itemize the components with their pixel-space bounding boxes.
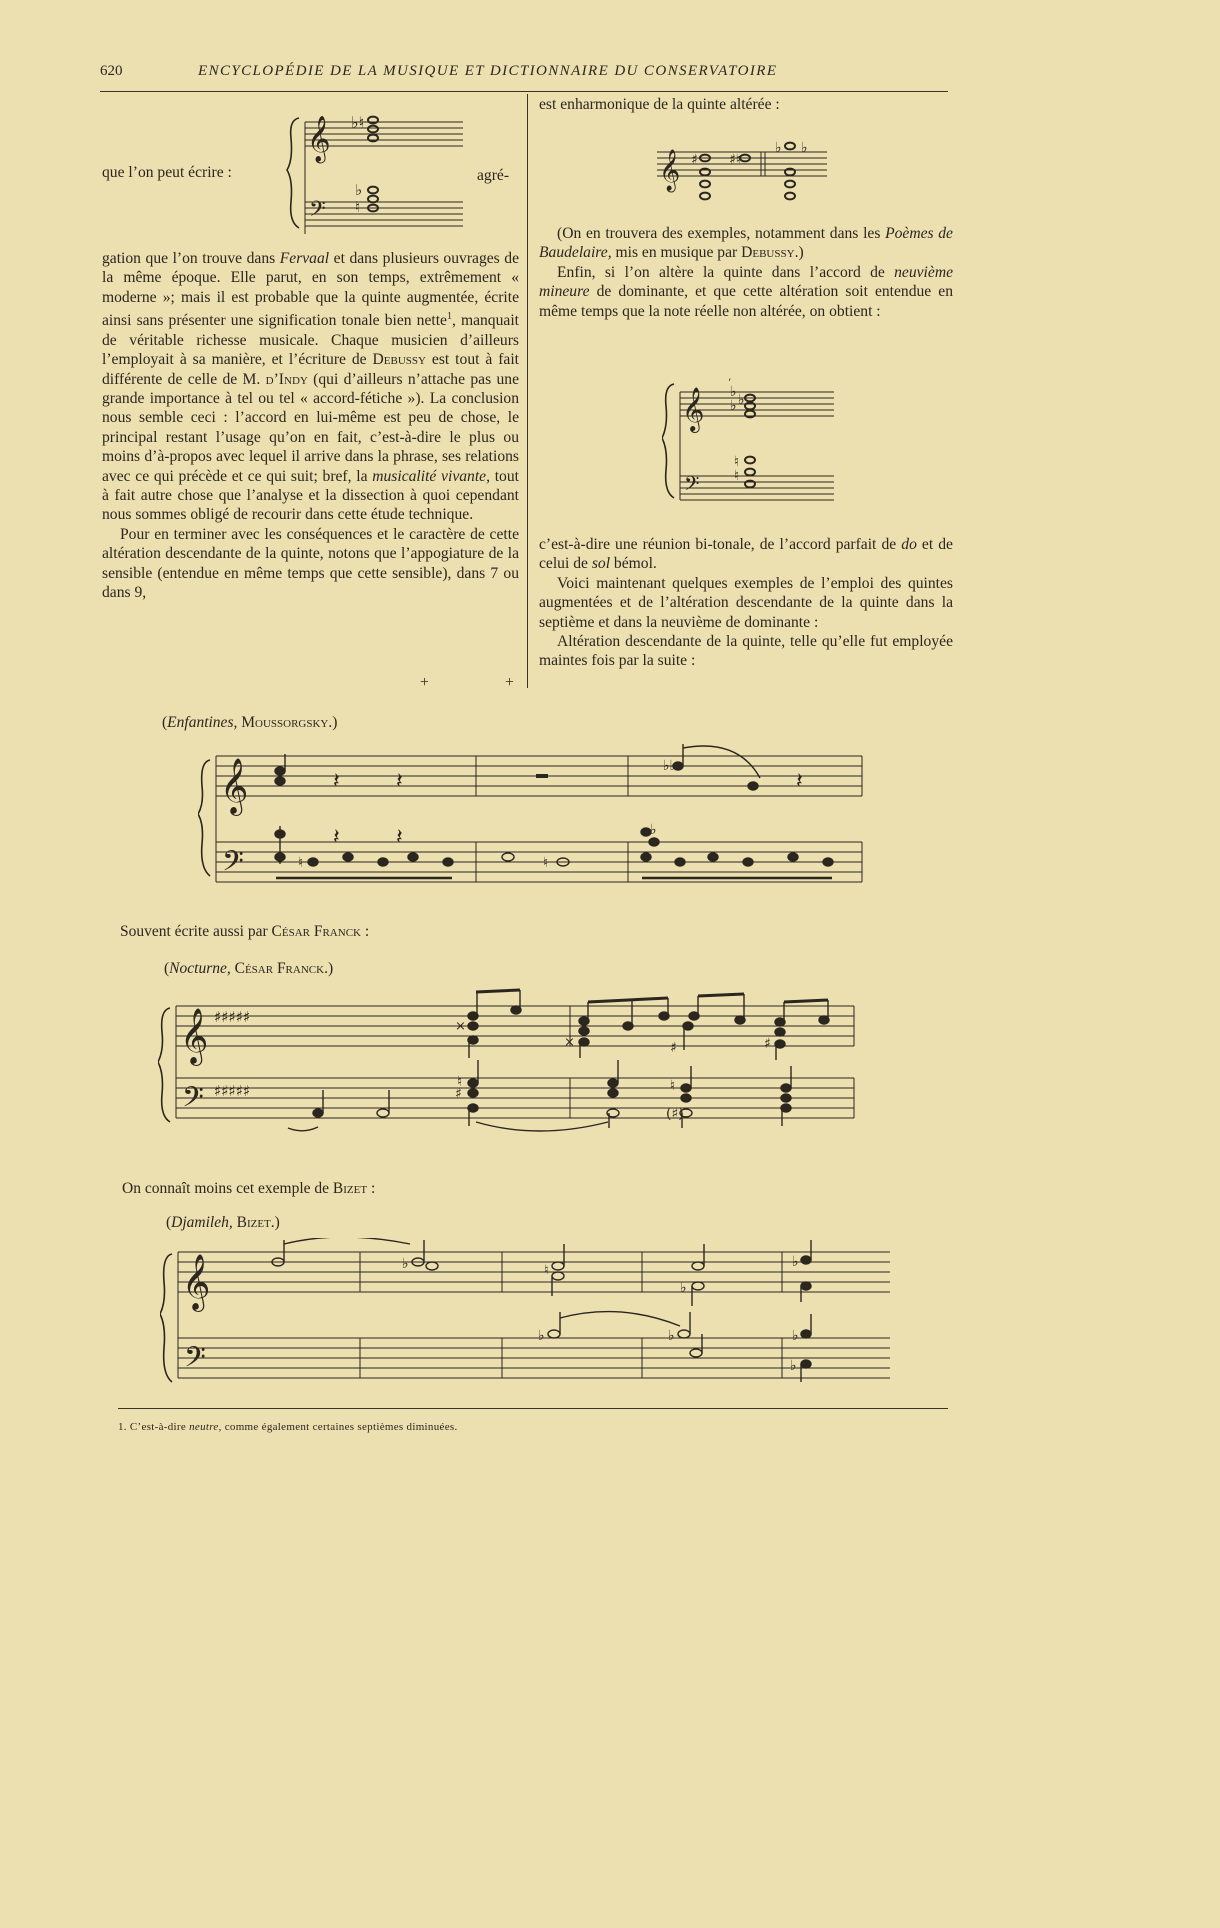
svg-text:♮: ♮ [457, 1074, 463, 1090]
svg-text:♮: ♮ [734, 468, 740, 484]
svg-text:𝄢: 𝄢 [222, 845, 244, 884]
chord-example-enharmonic [655, 134, 830, 214]
svg-text:×: × [564, 1035, 575, 1050]
paragraph-examples-intro: Voici maintenant quelques exemples de l’emploi des quintes augmentées et de l’altération descendante de la quinte dans la septième et dans la neuvième de dominante : [539, 574, 953, 631]
svg-text:𝄢: 𝄢 [684, 472, 700, 500]
enharmonic-intro: est enharmonique de la quinte altérée : [539, 96, 780, 113]
header-rule [100, 91, 948, 92]
svg-text:𝄽: 𝄽 [396, 769, 403, 794]
paragraph-bitonal: c’est-à-dire une réunion bi-tonale, de l’accord parfait de do et de celui de sol bémol. [539, 536, 953, 573]
paragraph-appogiatura: Pour en terminer avec les conséquences et le caractère de cette altération descendante de la quinte, notons que l’appogiature de la sensible (entendue en même temps que cette sensible), dans 7 ou dans 9, [102, 525, 519, 602]
svg-text:♭: ♭ [792, 1254, 799, 1270]
svg-text:♭: ♭ [738, 392, 745, 408]
franck-intro: Souvent écrite aussi par César Franck : [120, 923, 370, 940]
paragraph-neuvieme: Enfin, si l’on altère la quinte dans l’accord de neuvième mineure de dominante, et que cette altération soit entendue en même temps que la note réelle non altérée, on obtient : [539, 263, 953, 320]
score-djamileh [160, 1238, 895, 1394]
svg-text:’: ’ [728, 378, 732, 389]
svg-text:𝄞: 𝄞 [307, 116, 331, 162]
svg-text:𝄢: 𝄢 [309, 197, 326, 227]
svg-text:♭: ♭ [668, 1328, 675, 1344]
svg-text:♭♮: ♭♮ [351, 113, 365, 132]
column-divider [527, 94, 528, 688]
svg-text:♮: ♮ [670, 1078, 676, 1094]
svg-text:𝄞: 𝄞 [659, 150, 681, 191]
plus-sign-7: + [420, 674, 429, 691]
svg-text:♯♯♯♯♯: ♯♯♯♯♯ [214, 1008, 251, 1026]
svg-text:𝄞: 𝄞 [220, 758, 249, 814]
svg-text:♭: ♭ [801, 140, 808, 156]
bizet-intro: On connaît moins cet exemple de Bizet : [122, 1180, 376, 1197]
right-column-text-top [539, 224, 953, 321]
svg-text:𝄢: 𝄢 [182, 1081, 204, 1121]
svg-text:♭: ♭ [730, 398, 737, 414]
chord-example-bitonal [662, 370, 838, 510]
svg-text:♭: ♭ [650, 822, 657, 838]
svg-text:♭♭: ♭♭ [663, 758, 677, 774]
running-title: ENCYCLOPÉDIE DE LA MUSIQUE ET DICTIONNAIRE DU CONSERVATOIRE [198, 63, 778, 79]
svg-text:♯: ♯ [455, 1086, 462, 1102]
svg-text:♮: ♮ [355, 198, 361, 216]
svg-text:♯: ♯ [691, 152, 698, 168]
footnote-ref: 1 [446, 311, 452, 323]
svg-text:𝄽: 𝄽 [333, 769, 340, 794]
chord-example-augmented-fifth [285, 108, 465, 238]
svg-text:♯: ♯ [764, 1036, 771, 1052]
svg-text:♭: ♭ [355, 181, 363, 199]
svg-text:♯: ♯ [670, 1040, 677, 1056]
paragraph-fervaal: gation que l’on trouve dans Fervaal et dans plusieurs ouvrages de la même époque. Elle parut, en son temps, extrêmement « moderne »; mais il est probable que la quinte augmentée, écrite ainsi sans présenter une signification tonale bien nette$^1$, manquait de véritable richesse musicale. Chaque musicien d’ailleurs l’employait à sa manière, et l’écriture de Debussy est tout à fait différente de celle de M. d’Indy (qui d’ailleurs n’attache pas une grande importance à tel ou tel « accord-fétiche »). La conclusion nous semble ceci : l’accord en lui-même est peu de chose, le principal restant l’usage qu’on en fait, c’est-à-dire le plus ou moins d’à-propos avec lequel il arrive dans la phrase, ses relations avec ce qui précède et ce qui suit; bref, la musicalité vivante, tout à fait autre chose que l’analyse et la dissection à quoi cependant nous sommes obligé de recourir dans cette étude technique. [102, 250, 520, 524]
right-column-text-bottom [539, 535, 953, 671]
svg-text:♭: ♭ [680, 1280, 687, 1296]
paragraph-descending-alteration: Altération descendante de la quinte, telle qu’elle fut employée maintes fois par la suite : [539, 633, 953, 670]
svg-text:♮: ♮ [544, 1263, 549, 1278]
score-nocturne [158, 982, 858, 1132]
svg-text:♮: ♮ [298, 855, 304, 871]
left-column-text [102, 249, 519, 603]
svg-text:×: × [455, 1019, 466, 1034]
svg-text:𝄞: 𝄞 [182, 1254, 211, 1310]
page-number: 620 [100, 63, 123, 79]
footnote-rule [118, 1408, 948, 1409]
example-lead-in-end: agré- [477, 167, 510, 184]
svg-text:(♯): (♯) [666, 1106, 684, 1122]
svg-text:𝄽: 𝄽 [796, 769, 803, 794]
svg-text:♭: ♭ [538, 1328, 545, 1344]
svg-text:♭: ♭ [402, 1256, 409, 1272]
svg-text:♮: ♮ [543, 855, 549, 871]
score-enfantines [198, 744, 868, 884]
svg-text:♮: ♮ [734, 454, 740, 470]
plus-sign-9: + [505, 674, 514, 691]
example-caption-nocturne: (Nocturne, César Franck.) [164, 960, 334, 977]
svg-text:♭: ♭ [730, 384, 737, 400]
svg-text:♭: ♭ [792, 1328, 799, 1344]
svg-text:♯♯♯♯♯: ♯♯♯♯♯ [214, 1082, 251, 1100]
paragraph-baudelaire: (On en trouvera des exemples, notamment dans les Poèmes de Baudelaire, mis en musique par Debussy.) [539, 225, 953, 262]
example-lead-in: que l’on peut écrire : [102, 164, 232, 181]
svg-text:♭: ♭ [775, 140, 782, 156]
svg-text:𝄞: 𝄞 [682, 387, 705, 431]
svg-text:♭: ♭ [790, 1358, 797, 1374]
footnote: 1. C’est-à-dire neutre, comme également certaines septièmes diminuées. [118, 1421, 458, 1433]
svg-text:𝄢: 𝄢 [184, 1341, 206, 1381]
svg-text:𝄽: 𝄽 [333, 825, 340, 850]
svg-text:♯♮: ♯♮ [729, 152, 741, 168]
example-caption-djamileh: (Djamileh, Bizet.) [166, 1214, 280, 1231]
svg-text:𝄞: 𝄞 [180, 1008, 209, 1064]
example-caption-enfantines: (Enfantines, Moussorgsky.) [162, 714, 338, 731]
svg-text:𝄽: 𝄽 [396, 825, 403, 850]
